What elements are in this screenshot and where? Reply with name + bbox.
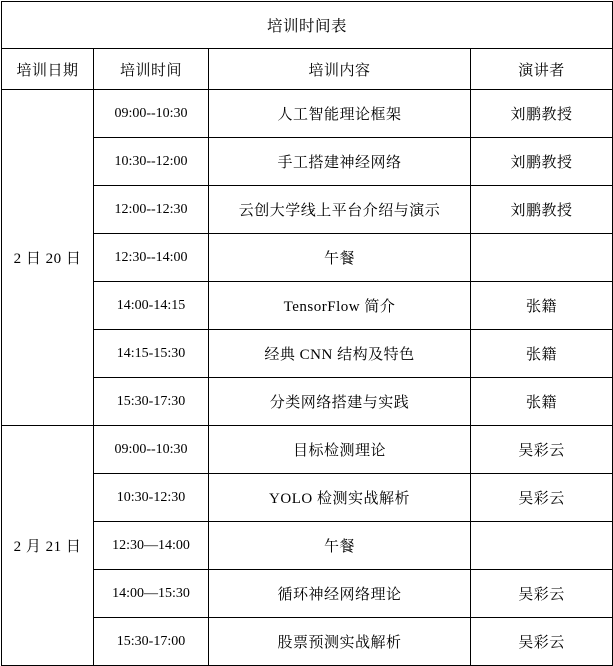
topic-cell: 股票预测实战解析 xyxy=(209,618,471,666)
column-header-topic: 培训内容 xyxy=(209,49,471,90)
speaker-cell: 刘鹏教授 xyxy=(471,138,613,186)
table-row xyxy=(2,186,613,234)
topic-cell: YOLO 检测实战解析 xyxy=(209,474,471,522)
table-row xyxy=(2,522,613,570)
topic-cell: 手工搭建神经网络 xyxy=(209,138,471,186)
topic-cell: 循环神经网络理论 xyxy=(209,570,471,618)
topic-cell: 午餐 xyxy=(209,234,471,282)
column-header-time: 培训时间 xyxy=(94,49,209,90)
topic-cell: 分类网络搭建与实践 xyxy=(209,378,471,426)
speaker-cell: 吴彩云 xyxy=(471,426,613,474)
table-row xyxy=(2,282,613,330)
date-cell-day1: 2 日 20 日 xyxy=(2,90,94,426)
time-cell: 14:00-14:15 xyxy=(94,282,209,330)
time-cell: 12:30—14:00 xyxy=(94,522,209,570)
speaker-cell: 张籍 xyxy=(471,330,613,378)
topic-cell: 午餐 xyxy=(209,522,471,570)
speaker-cell: 吴彩云 xyxy=(471,618,613,666)
speaker-cell: 吴彩云 xyxy=(471,570,613,618)
table-row xyxy=(2,330,613,378)
time-cell: 15:30-17:30 xyxy=(94,378,209,426)
time-cell: 14:00—15:30 xyxy=(94,570,209,618)
time-cell: 12:30--14:00 xyxy=(94,234,209,282)
table-header-row xyxy=(2,49,613,90)
time-cell: 14:15-15:30 xyxy=(94,330,209,378)
speaker-cell: 刘鹏教授 xyxy=(471,186,613,234)
time-cell: 09:00--10:30 xyxy=(94,426,209,474)
page-title: 培训时间表 xyxy=(2,2,613,49)
table-title-row xyxy=(2,2,613,49)
topic-cell: TensorFlow 简介 xyxy=(209,282,471,330)
speaker-cell: 张籍 xyxy=(471,282,613,330)
topic-cell: 经典 CNN 结构及特色 xyxy=(209,330,471,378)
speaker-cell: 张籍 xyxy=(471,378,613,426)
column-header-speaker: 演讲者 xyxy=(471,49,613,90)
table-row xyxy=(2,618,613,666)
table-row xyxy=(2,138,613,186)
time-cell: 15:30-17:00 xyxy=(94,618,209,666)
table-row xyxy=(2,234,613,282)
speaker-cell xyxy=(471,234,613,282)
table-row xyxy=(2,570,613,618)
time-cell: 09:00--10:30 xyxy=(94,90,209,138)
time-cell: 10:30--12:00 xyxy=(94,138,209,186)
time-cell: 10:30-12:30 xyxy=(94,474,209,522)
speaker-cell: 吴彩云 xyxy=(471,474,613,522)
training-schedule-table xyxy=(1,1,613,666)
speaker-cell: 刘鹏教授 xyxy=(471,90,613,138)
topic-cell: 云创大学线上平台介绍与演示 xyxy=(209,186,471,234)
table-row xyxy=(2,90,613,138)
table-row xyxy=(2,378,613,426)
column-header-date: 培训日期 xyxy=(2,49,94,90)
topic-cell: 人工智能理论框架 xyxy=(209,90,471,138)
table-row xyxy=(2,426,613,474)
topic-cell: 目标检测理论 xyxy=(209,426,471,474)
table-row xyxy=(2,474,613,522)
date-cell-day2: 2 月 21 日 xyxy=(2,426,94,666)
time-cell: 12:00--12:30 xyxy=(94,186,209,234)
speaker-cell xyxy=(471,522,613,570)
